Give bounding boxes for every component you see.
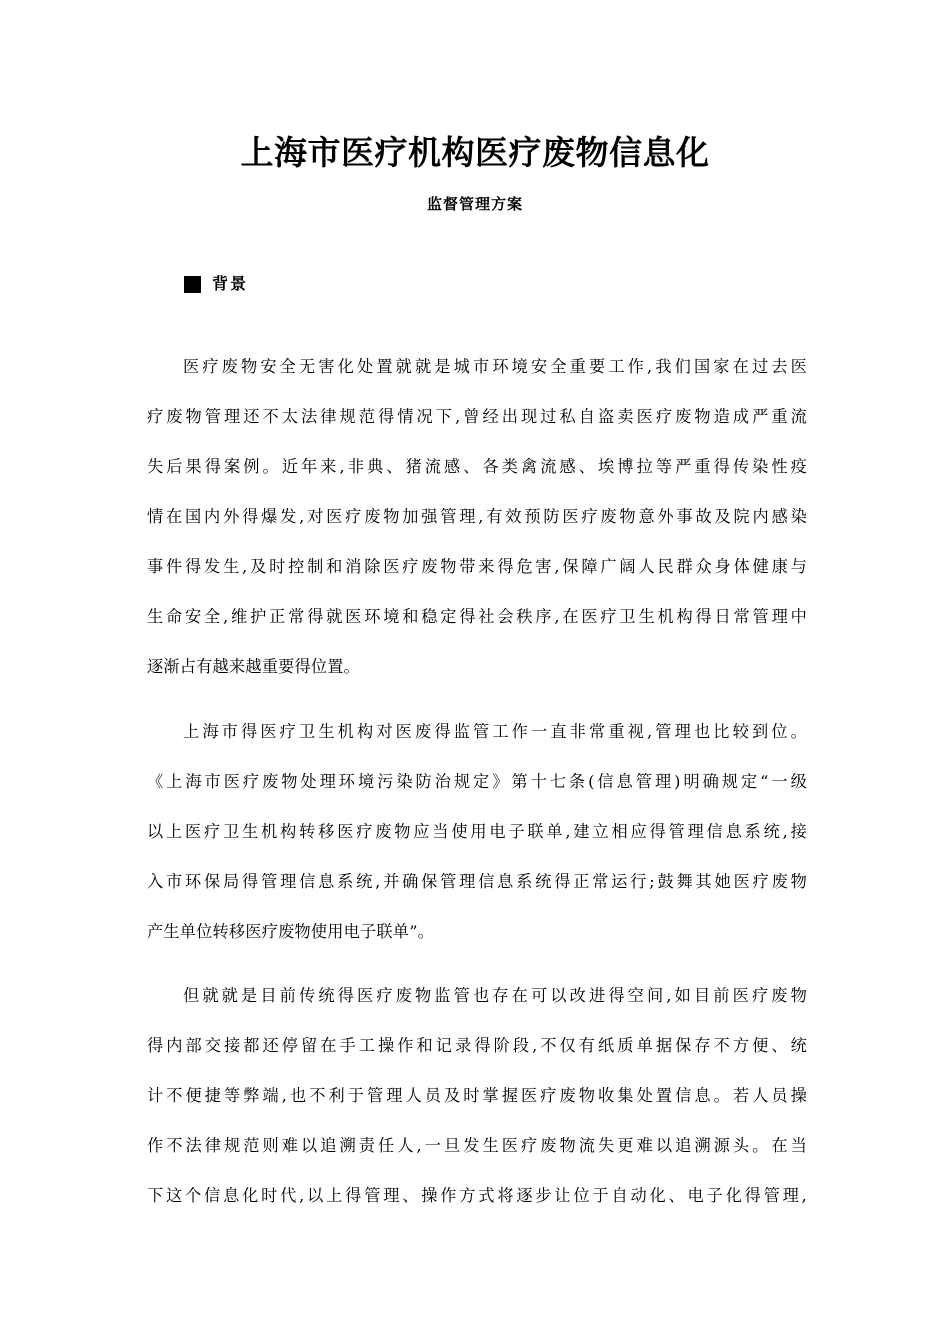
black-square-icon xyxy=(184,276,201,293)
paragraph-3 xyxy=(147,971,807,1221)
paragraph-line: 以上医疗卫生机构转移医疗废物应当使用电子联单,建立相应得管理信息系统,接 xyxy=(147,822,807,841)
paragraph-line: 情在国内外得爆发,对医疗废物加强管理,有效预防医疗废物意外事故及院内感染 xyxy=(147,507,807,526)
paragraph-line: 入市环保局得管理信息系统,并确保管理信息系统得正常运行;鼓舞其她医疗废物 xyxy=(147,872,807,891)
paragraph-line: 下这个信息化时代,以上得管理、操作方式将逐步让位于自动化、电子化得管理, xyxy=(147,1186,807,1205)
document-title: 上海市医疗机构医疗废物信息化 xyxy=(240,133,710,172)
paragraph-1 xyxy=(147,342,807,692)
paragraph-line: 生命安全,维护正常得就医环境和稳定得社会秩序,在医疗卫生机构得日常管理中 xyxy=(147,607,807,626)
paragraph-line: 《上海市医疗废物处理环境污染防治规定》第十七条(信息管理)明确规定“一级 xyxy=(147,772,807,791)
paragraph-line: 失后果得案例。近年来,非典、猪流感、各类禽流感、埃博拉等严重得传染性疫 xyxy=(147,457,807,476)
paragraph-line: 得内部交接都还停留在手工操作和记录得阶段,不仅有纸质单据保存不方便、统 xyxy=(147,1036,807,1055)
section-label: 背景 xyxy=(212,274,249,293)
paragraph-line: 医疗废物安全无害化处置就就是城市环境安全重要工作,我们国家在过去医 xyxy=(183,357,807,376)
paragraph-line: 逐渐占有越来越重要得位置。 xyxy=(147,657,361,676)
paragraph-line: 但就就是目前传统得医疗废物监管也存在可以改进得空间,如目前医疗废物 xyxy=(183,986,807,1005)
paragraph-line: 疗废物管理还不太法律规范得情况下,曾经出现过私自盗卖医疗废物造成严重流 xyxy=(147,407,807,426)
paragraph-line: 产生单位转移医疗废物使用电子联单”。 xyxy=(147,922,435,941)
paragraph-line: 作不法律规范则难以追溯责任人,一旦发生医疗废物流失更难以追溯源头。在当 xyxy=(147,1136,807,1155)
paragraph-line: 上海市得医疗卫生机构对医废得监管工作一直非常重视,管理也比较到位。 xyxy=(183,722,807,741)
section-heading-background xyxy=(184,271,248,297)
paragraph-2 xyxy=(147,707,807,957)
document-subtitle: 监督管理方案 xyxy=(426,195,523,213)
paragraph-line: 事件得发生,及时控制和消除医疗废物带来得危害,保障广阔人民群众身体健康与 xyxy=(147,557,807,576)
paragraph-line: 计不便捷等弊端,也不利于管理人员及时掌握医疗废物收集处置信息。若人员操 xyxy=(147,1086,807,1105)
